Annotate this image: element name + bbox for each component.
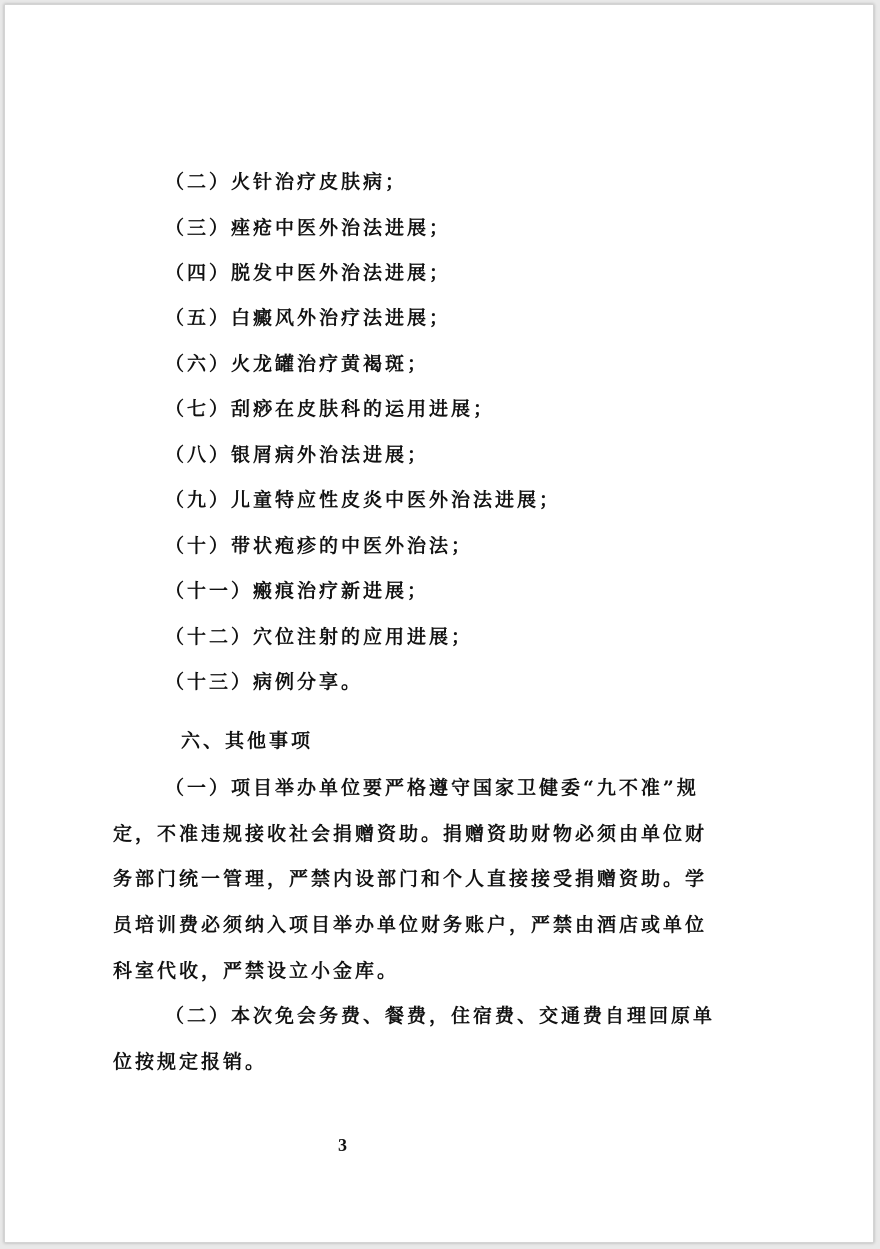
list-item: （四）脱发中医外治法进展；: [165, 262, 452, 284]
list-item: （二）火针治疗皮肤病；: [165, 171, 408, 193]
paragraph-line: 定，不准违规接收社会捐赠资助。捐赠资助财物必须由单位财: [113, 823, 708, 845]
paragraph-line: （二）本次免会务费、餐费，住宿费、交通费自理回原单: [165, 1005, 716, 1027]
list-item: （三）痤疮中医外治法进展；: [165, 217, 452, 239]
list-item: （十）带状疱疹的中医外治法；: [165, 535, 474, 557]
list-item: （六）火龙罐治疗黄褐斑；: [165, 353, 430, 375]
paragraph-line: （一）项目举办单位要严格遵守国家卫健委“九不准”规: [165, 777, 699, 799]
document-page: [4, 4, 874, 1243]
paragraph-line: 员培训费必须纳入项目举办单位财务账户，严禁由酒店或单位: [113, 914, 708, 936]
list-item: （十一）瘢痕治疗新进展；: [165, 580, 430, 602]
paragraph-line: 科室代收，严禁设立小金库。: [113, 960, 400, 982]
list-item: （十三）病例分享。: [165, 671, 364, 693]
list-item: （八）银屑病外治法进展；: [165, 444, 430, 466]
paragraph-line: 位按规定报销。: [113, 1051, 268, 1073]
paragraph-line: 务部门统一管理，严禁内设部门和个人直接接受捐赠资助。学: [113, 868, 708, 890]
list-item: （十二）穴位注射的应用进展；: [165, 626, 474, 648]
page-number: 3: [338, 1135, 347, 1155]
list-item: （九）儿童特应性皮炎中医外治法进展；: [165, 489, 562, 511]
page-content: [5, 5, 873, 1242]
section-heading: 六、其他事项: [181, 730, 314, 752]
list-item: （七）刮痧在皮肤科的运用进展；: [165, 398, 496, 420]
list-item: （五）白癜风外治疗法进展；: [165, 307, 452, 329]
